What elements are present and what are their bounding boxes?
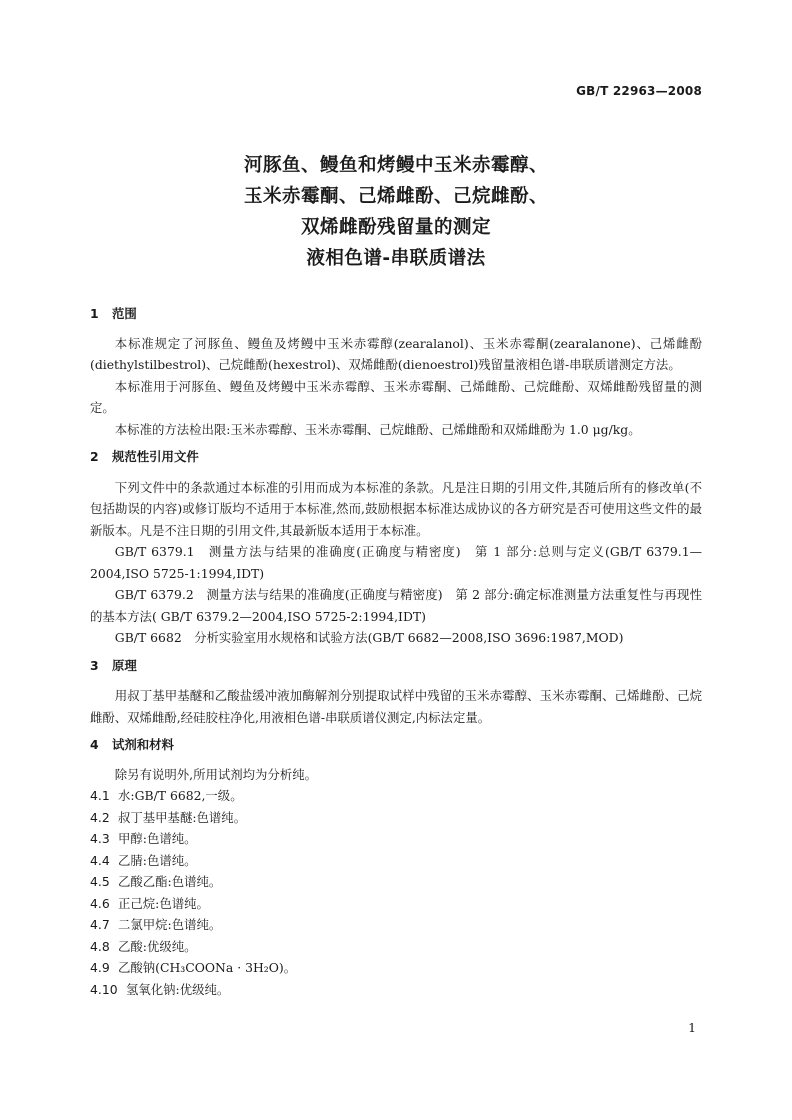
title-line: 液相色谱-串联质谱法 [306,248,486,269]
section-number: 1 [90,306,99,321]
section-title: 范围 [112,306,137,321]
item-text: 乙酸钠(CH₃COONa · 3H₂O)。 [118,960,297,975]
item-number: 4.6 [90,895,110,911]
item-text: 氢氧化钠:优级纯。 [126,981,230,997]
document-title [0,150,792,274]
item-text: 水:GB/T 6682,一级。 [118,788,243,803]
reagent-item [90,893,702,915]
section-heading-normative-references [90,446,702,468]
item-text: 乙酸:优级纯。 [118,938,197,954]
item-number: 4.8 [90,938,110,954]
reagent-item [90,871,702,893]
paragraph: 用叔丁基甲基醚和乙酸盐缓冲液加酶解剂分别提取试样中残留的玉米赤霉醇、玉米赤霉酮、己烯雌酚、己烷雌酚、双烯雌酚,经硅胶柱净化,用液相色谱-串联质谱仪测定,内标法定量。 [90,688,702,725]
reagent-item [90,828,702,850]
section-title: 规范性引用文件 [112,449,199,464]
reagent-item [90,850,702,872]
item-number: 4.7 [90,917,110,932]
standard-code: GB/T 22963—2008 [576,84,702,98]
paragraph: 下列文件中的条款通过本标准的引用而成为本标准的条款。凡是注日期的引用文件,其随后所有的修改单(不包括勘误的内容)或修订版均不适用于本标准,然而,鼓励根据本标准达成协议的各方研究是否可使用这些文件的最新版本。凡是不注日期的引用文件,其最新版本适用于本标准。 [90,479,702,538]
reagent-item [90,785,702,807]
paragraph: 本标准的方法检出限:玉米赤霉醇、玉米赤霉酮、己烷雌酚、己烯雌酚和双烯雌酚为 1.0 μg/kg。 [114,421,641,437]
item-text: 乙酸乙酯:色谱纯。 [118,874,222,889]
paragraph: 除另有说明外,所用试剂均为分析纯。 [114,766,317,782]
reagent-item [90,914,702,936]
reagent-item [90,979,702,1001]
section-heading-reagents [90,734,702,756]
reference-entry: GB/T 6379.2 测量方法与结果的准确度(正确度与精密度) 第 2 部分:确定标准测量方法重复性与再现性的基本方法( GB/T 6379.2—2004,ISO 5725-2:1994,IDT) [90,587,702,624]
section-title: 原理 [112,657,137,673]
item-number: 4.10 [90,981,118,997]
page-number: 1 [688,1020,696,1035]
item-number: 4.2 [90,809,110,825]
reference-entry: GB/T 6379.1 测量方法与结果的准确度(正确度与精密度) 第 1 部分:总则与定义(GB/T 6379.1—2004,ISO 5725-1:1994,IDT) [90,544,702,581]
title-line: 河豚鱼、鳗鱼和烤鳗中玉米赤霉醇、 [243,155,548,176]
section-title: 试剂和材料 [112,737,174,752]
title-line: 玉米赤霉酮、己烯雌酚、己烷雌酚、 [243,186,548,207]
section-number: 4 [90,737,99,752]
reagent-item [90,936,702,958]
item-number: 4.3 [90,831,110,846]
paragraph: 本标准用于河豚鱼、鳗鱼及烤鳗中玉米赤霉醇、玉米赤霉酮、己烯雌酚、己烷雌酚、双烯雌酚残留量的测定。 [90,378,702,415]
document-body [90,303,702,1000]
paragraph: 本标准规定了河豚鱼、鳗鱼及烤鳗中玉米赤霉醇(zearalanol)、玉米赤霉酮(zearalanone)、己烯雌酚(diethylstilbestrol)、己烷雌酚(hexestrol)、双烯雌酚(dienoestrol)残留量液相色谱-串联质谱测定方法。 [90,335,702,372]
reference-entry: GB/T 6682 分析实验室用水规格和试验方法(GB/T 6682—2008,ISO 3696:1987,MOD) [114,630,624,645]
item-text: 乙腈:色谱纯。 [118,852,197,868]
reagent-item [90,957,702,979]
section-number: 3 [90,657,99,673]
section-number: 2 [90,449,99,464]
item-number: 4.4 [90,852,110,868]
item-number: 4.1 [90,788,110,803]
item-number: 4.9 [90,960,110,975]
item-text: 二氯甲烷:色谱纯。 [118,917,222,932]
item-number: 4.5 [90,874,110,889]
section-heading-principle [90,655,702,677]
title-line: 双烯雌酚残留量的测定 [300,217,491,238]
item-text: 叔丁基甲基醚:色谱纯。 [118,809,247,825]
section-heading-scope [90,303,702,325]
reagent-item [90,807,702,829]
item-text: 正己烷:色谱纯。 [118,895,209,911]
item-text: 甲醇:色谱纯。 [118,831,197,846]
